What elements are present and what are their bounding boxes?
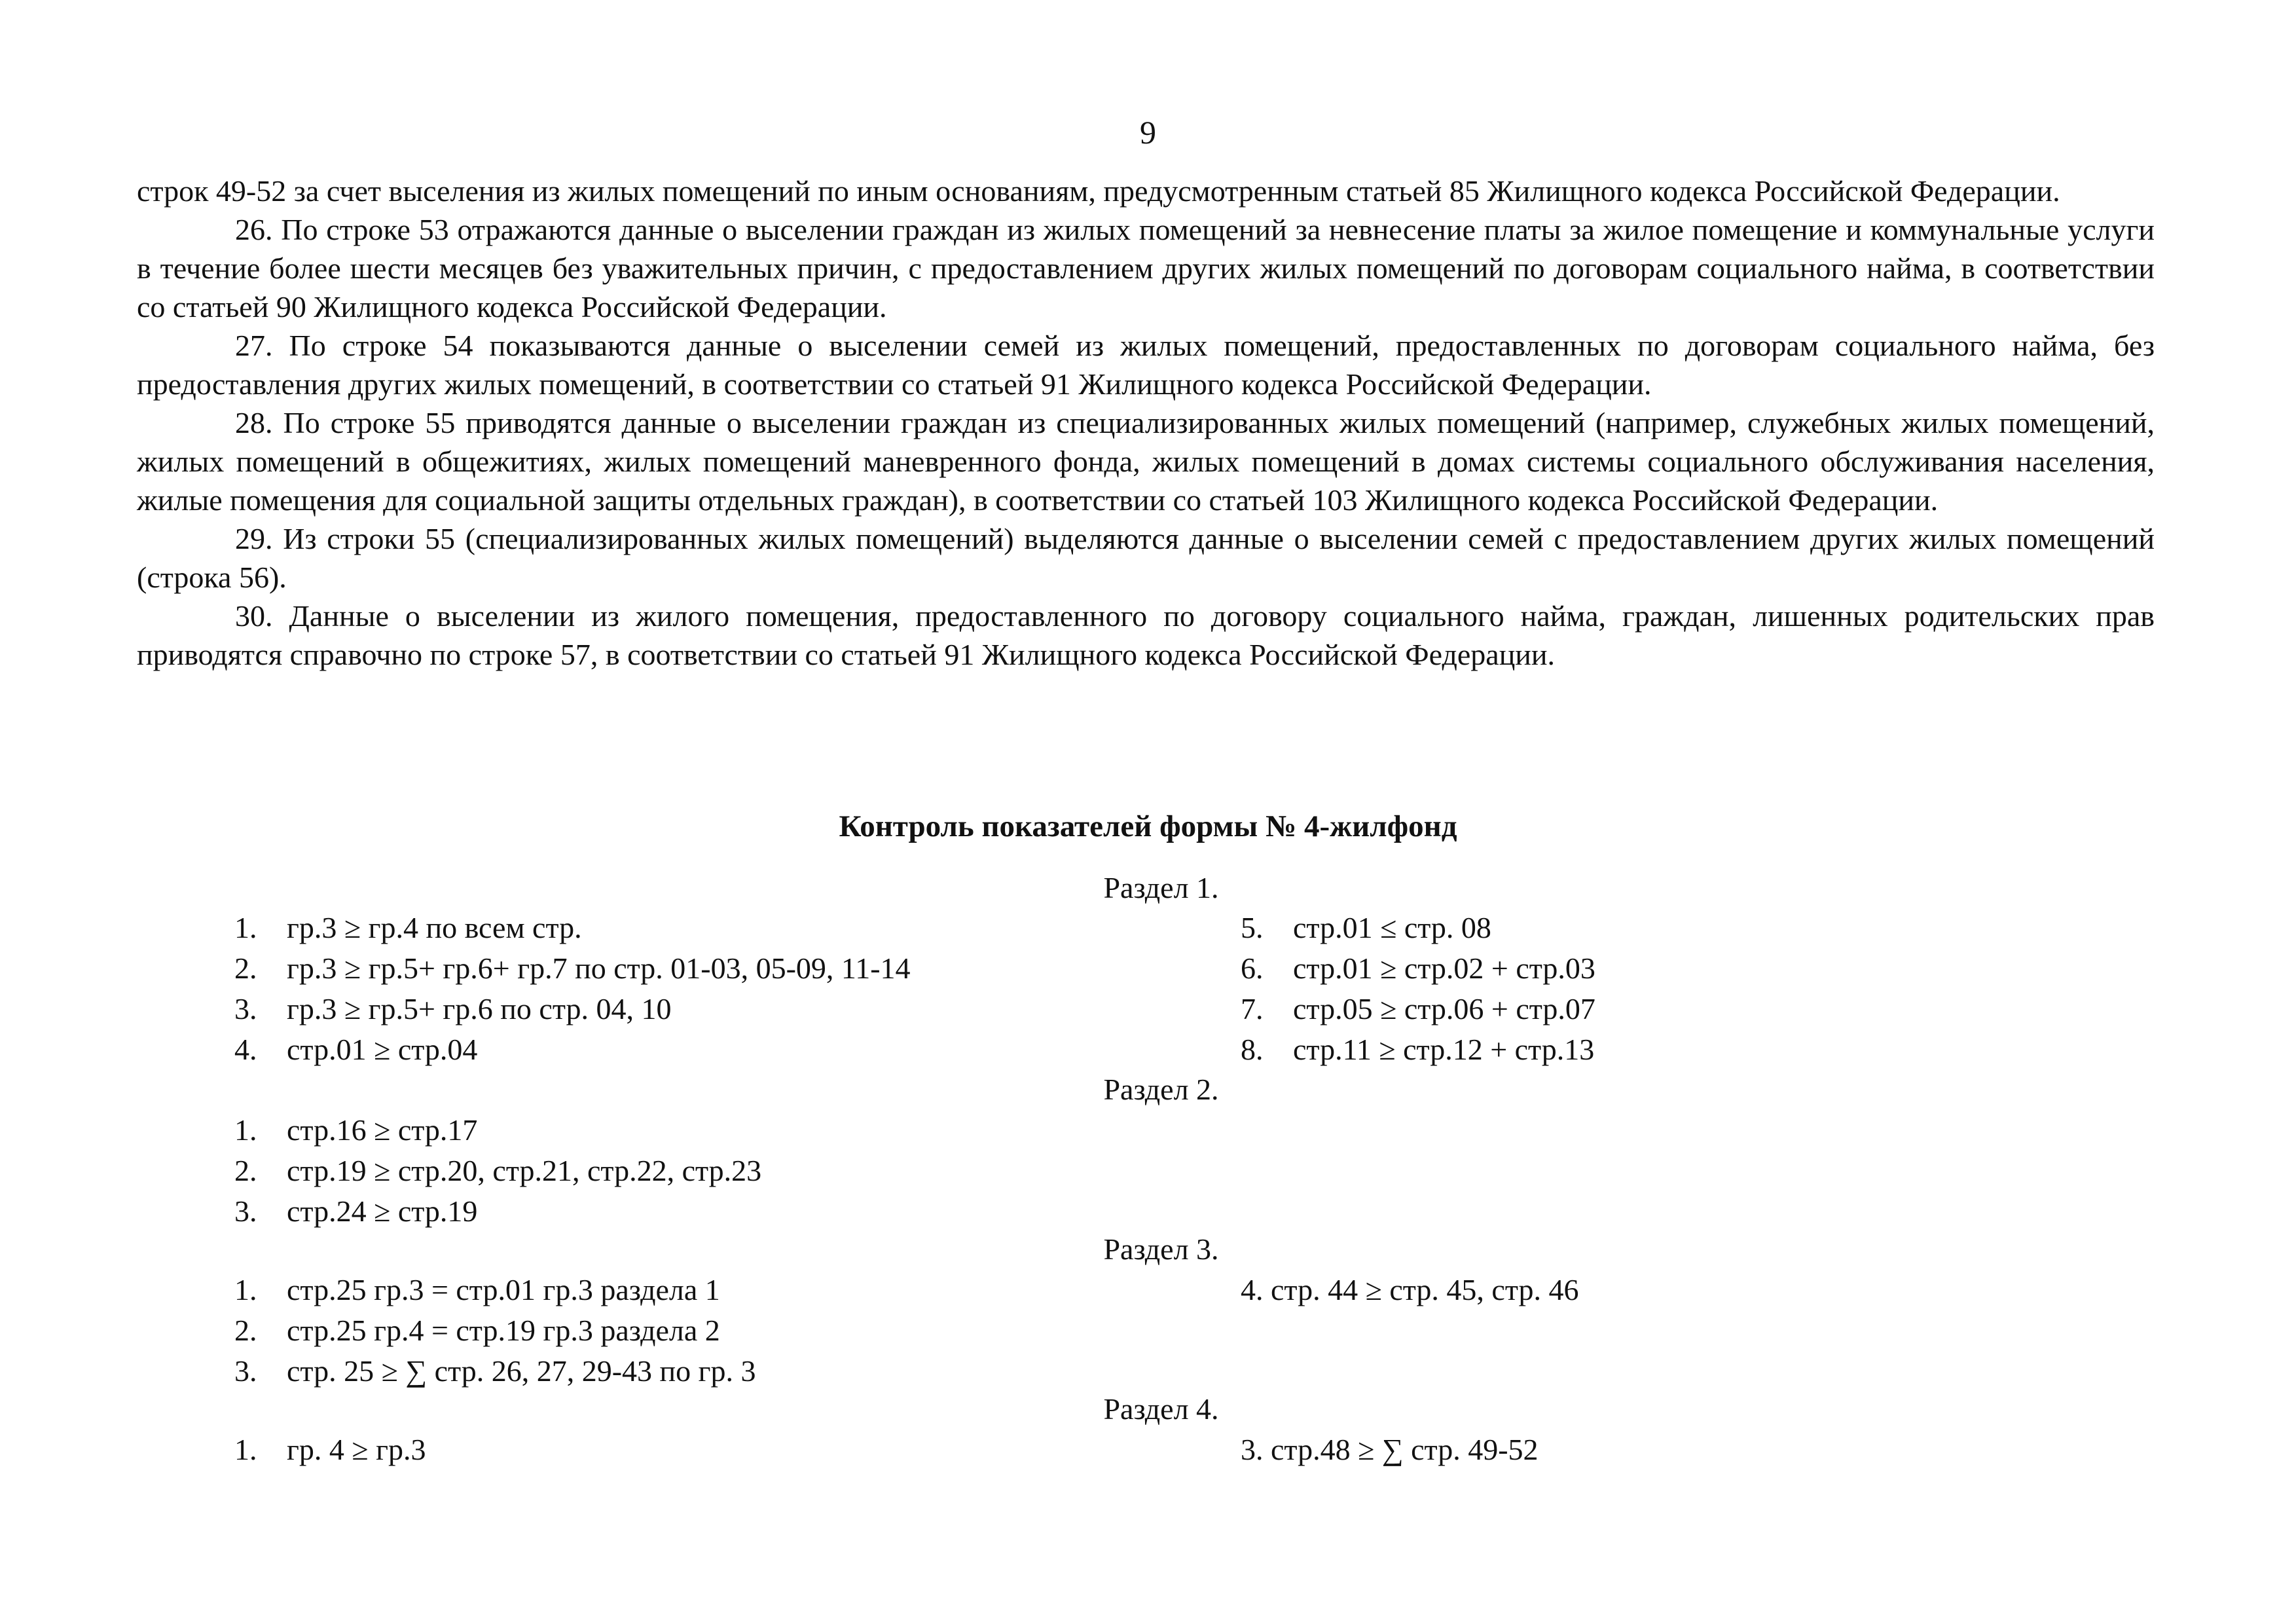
control-title: Контроль показателей формы № 4-жилфонд	[839, 809, 1457, 843]
section-1-item	[234, 989, 672, 1029]
section-2-item	[234, 1192, 477, 1231]
item-number: 1.	[234, 1113, 257, 1147]
item-number: 2.	[234, 1154, 257, 1187]
section-1-item	[1241, 1030, 1594, 1069]
item-text: стр.01 ≥ стр.04	[287, 1033, 478, 1066]
section-1-item	[1241, 949, 1595, 988]
item-number: 1.	[234, 911, 257, 944]
section-3-item	[234, 1311, 720, 1350]
item-text: стр.01 ≤ стр. 08	[1293, 911, 1491, 944]
item-text: гр. 4 ≥ гр.3	[287, 1433, 426, 1466]
item-number: 4.	[234, 1033, 257, 1066]
item-text: стр. 25 ≥ ∑ стр. 26, 27, 29-43 по гр. 3	[287, 1354, 756, 1388]
section-1-heading: Раздел 1.	[1103, 871, 1219, 904]
section-1-item	[1241, 908, 1491, 948]
body-text	[137, 172, 2155, 674]
paragraph-29: 29. Из строки 55 (специализированных жилых помещений) выделяются данные о выселении семей с предоставлением других жилых помещений (строка 56).	[137, 522, 2155, 594]
section-3-item	[234, 1352, 756, 1391]
paragraph-28: 28. По строке 55 приводятся данные о выселении граждан из специализированных жилых помещений (например, служебных жилых помещений, жилых помещений в общежитиях, жилых помещений маневренного фонда, жилых помещений в домах системы социального обслуживания населения, жилые помещения для социальной защиты отдельных граждан), в соответствии со статьей 103 Жилищного кодекса Российской Федерации.	[137, 406, 2155, 517]
item-number: 2.	[234, 951, 257, 985]
section-4-item	[1241, 1430, 1539, 1469]
paragraph-26: 26. По строке 53 отражаются данные о выселении граждан из жилых помещений за невнесение платы за жилое помещение и коммунальные услуги в течение более шести месяцев без уважительных причин, с предоставлением других жилых помещений по договорам социального найма, в соответствии со статьей 90 Жилищного кодекса Российской Федерации.	[137, 213, 2155, 323]
item-number: 2.	[234, 1314, 257, 1347]
item-text: стр.11 ≥ стр.12 + стр.13	[1293, 1033, 1595, 1066]
section-2-item	[234, 1111, 477, 1150]
paragraph-27: 27. По строке 54 показываются данные о выселении семей из жилых помещений, предоставленных по договорам социального найма, без предоставления других жилых помещений, в соответствии со статьей 91 Жилищного кодекса Российской Федерации.	[137, 329, 2155, 401]
section-1-item	[234, 908, 582, 948]
item-text: стр.25 гр.4 = стр.19 гр.3 раздела 2	[287, 1314, 720, 1347]
item-number: 5.	[1241, 911, 1264, 944]
item-number: 3.	[234, 1194, 257, 1228]
section-4-heading: Раздел 4.	[1103, 1392, 1219, 1426]
section-3-item	[234, 1270, 720, 1310]
section-1-item	[1241, 989, 1595, 1029]
item-number: 1.	[234, 1273, 257, 1306]
item-text: гр.3 ≥ гр.4 по всем стр.	[287, 911, 582, 944]
paragraph-continuation: строк 49-52 за счет выселения из жилых помещений по иным основаниям, предусмотренным статьей 85 Жилищного кодекса Российской Федерации.	[137, 174, 2060, 208]
section-1-item	[234, 949, 911, 988]
item-text: стр.16 ≥ стр.17	[287, 1113, 478, 1147]
item-text: гр.3 ≥ гр.5+ гр.6+ гр.7 по стр. 01-03, 05-09, 11-14	[287, 951, 911, 985]
paragraph-30: 30. Данные о выселении из жилого помещения, предоставленного по договору социального найма, граждан, лишенных родительских прав приводятся справочно по строке 57, в соответствии со статьей 91 Жилищного кодекса Российской Федерации.	[137, 599, 2155, 671]
item-number: 1.	[234, 1433, 257, 1466]
item-text: 4. стр. 44 ≥ стр. 45, стр. 46	[1241, 1273, 1579, 1306]
item-number: 8.	[1241, 1033, 1264, 1066]
page-number: 9	[1140, 114, 1156, 151]
section-2-item	[234, 1151, 761, 1190]
item-text: стр.01 ≥ стр.02 + стр.03	[1293, 951, 1595, 985]
item-number: 3.	[234, 1354, 257, 1388]
item-text: стр.24 ≥ стр.19	[287, 1194, 478, 1228]
section-1-item	[234, 1030, 477, 1069]
item-text: стр.25 гр.3 = стр.01 гр.3 раздела 1	[287, 1273, 720, 1306]
section-3-item	[1241, 1270, 1579, 1310]
item-number: 7.	[1241, 992, 1264, 1025]
item-number: 3.	[234, 992, 257, 1025]
section-4-item	[234, 1430, 426, 1469]
section-2-heading: Раздел 2.	[1103, 1073, 1219, 1106]
item-text: стр.05 ≥ стр.06 + стр.07	[1293, 992, 1595, 1025]
item-text: гр.3 ≥ гр.5+ гр.6 по стр. 04, 10	[287, 992, 672, 1025]
section-3-heading: Раздел 3.	[1103, 1232, 1219, 1266]
item-number: 6.	[1241, 951, 1264, 985]
item-text: стр.19 ≥ стр.20, стр.21, стр.22, стр.23	[287, 1154, 762, 1187]
item-text: 3. стр.48 ≥ ∑ стр. 49-52	[1241, 1433, 1539, 1466]
